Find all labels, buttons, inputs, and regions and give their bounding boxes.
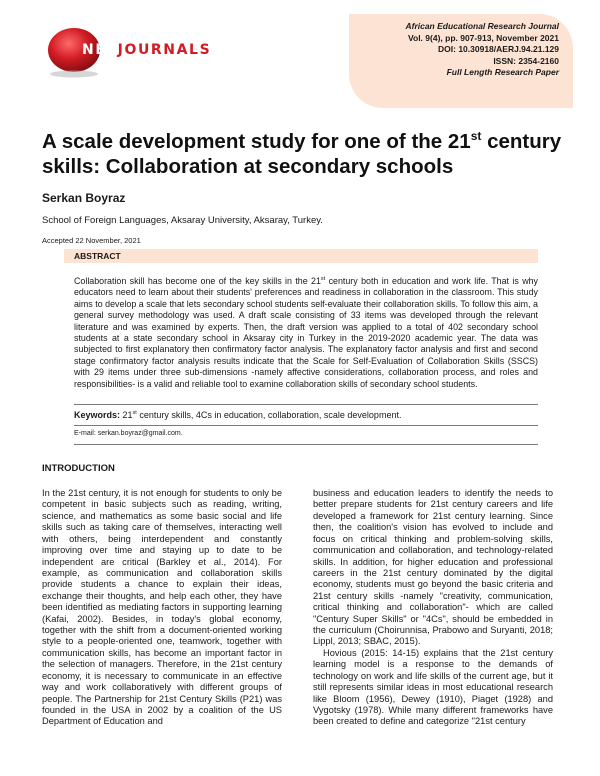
intro-column-left <box>42 488 282 728</box>
abstract-part2: century both in education and work life. That is why educators need to learn about their students' preferences and readiness in collaboration in the classroom. This study aims to develop a scale that lets secondary school students self-evaluate their collaboration skills. To follow this aim, a general survey methodology was used. A draft scale consisting of 33 items was developed through the relevant literature and was examined by experts. Then, the draft version was applied to a total of 402 secondary school students at a state secondary school in Aksaray city in Turkey in the 2019-2020 academic year. The data was subjected to first explanatory then confirmatory factor analysis. The explanatory factor analysis and first and second stage confirmatory factor analysis results indicate that the Scale for Self-Evaluation of Collaboration Skills (SSCS) with 29 items under three sub-dimensions -namely affective considerations, collaboration process, and roles and responsibilities- is a valid and reliable tool to examine collaboration skills of secondary school students. <box>74 276 538 389</box>
abstract-text <box>74 276 538 390</box>
author-name: Serkan Boyraz <box>42 191 126 205</box>
abstract-divider-top <box>74 404 538 405</box>
intro-column-right <box>313 488 553 728</box>
abstract-part1: Collaboration skill has become one of the key skills in the 21 <box>74 276 321 286</box>
abstract-heading: ABSTRACT <box>64 249 538 263</box>
introduction-heading: INTRODUCTION <box>42 463 115 474</box>
title-part2: century skills: Collaboration at secondary schools <box>42 130 562 178</box>
intro-paragraph-2: business and education leaders to identify the needs to better prepare students for 21st century careers and life developed a framework for 21st century learning. Since then, the coalition's vision has evolved to include and focus on critical thinking and problem-solving skills, communication and collaboration, and technology-related skills. In addition, for higher education and professional careers in the 21st century dominated by the digital economy, students must go beyond the basic criteria and 21st century skills -namely "creativity, communication, critical thinking and collaboration"- which are called "Century Super Skills" or "4Cs", should be embedded in the curriculum (Choirunnisa, Prabowo and Suryanti, 2018; Lippl, 2013; SBAC, 2015). <box>313 488 553 647</box>
journal-info-box <box>349 14 573 108</box>
journal-issn: ISSN: 2354-2160 <box>493 55 559 66</box>
title-part1: A scale development study for one of the 21 <box>42 130 471 153</box>
keywords-divider <box>74 425 538 426</box>
netjournals-logo <box>44 28 234 80</box>
paper-title <box>42 129 572 179</box>
accepted-date: Accepted 22 November, 2021 <box>42 236 141 245</box>
logo-wordmark <box>82 42 211 58</box>
keywords-part2: century skills, 4Cs in education, collaboration, scale development. <box>136 410 402 420</box>
logo-journals: JOURNALS <box>117 42 212 58</box>
author-email: E-mail: serkan.boyraz@gmail.com. <box>74 430 183 437</box>
email-divider <box>74 444 538 445</box>
journal-volume: Vol. 9(4), pp. 907-913, November 2021 <box>407 32 559 43</box>
intro-paragraph-3: Hovious (2015: 14-15) explains that the 21st century learning model is a response to the demands of technology on work and life skills of the current age, but it still represents similar ideas in most educational research like Bloom (1956), Dewey (1910), Piaget (1928) and Vygotsky (1978). While many different frameworks have been created to define and categorize "21st century <box>313 647 553 727</box>
journal-name: African Educational Research Journal <box>405 21 559 31</box>
keywords <box>74 410 401 420</box>
keywords-part1: 21 <box>120 410 133 420</box>
title-sup: st <box>470 129 482 144</box>
keywords-label: Keywords: <box>74 410 121 420</box>
intro-paragraph-1: In the 21st century, it is not enough for students to only be competent in basic subjects such as reading, writing, science, and mathematics as some basic social and life skills such as taking care of themselves, interacting well with others, being interdependent and constantly improving over time and staying up to date to be independent are critical (Barkley et al., 2014). For example, as communication and collaboration skills provide students a chance to explain their ideas, exchange their thoughts, and help each other, they have been identified as mediating factors in supporting learning (Kafai, 2002). Besides, in today's global economy, together with the shift from a document-oriented working style to a people-oriented one, teamwork, together with communication skills, has become an important factor in the selection of managers. Therefore, in the 21st century economy, it is necessary to communicate in an effective way and work collaboratively with different groups of people. The Partnership for 21st Century Skills (P21) was founded in the USA in 2002 by a coalition of the US Department of Education and <box>42 488 282 727</box>
paper-type: Full Length Research Paper <box>446 67 559 78</box>
logo-net: NET <box>82 42 118 58</box>
journal-doi: DOI: 10.30918/AERJ.94.21.129 <box>438 44 559 55</box>
keywords-sup: st <box>132 410 137 416</box>
author-affiliation: School of Foreign Languages, Aksaray University, Aksaray, Turkey. <box>42 215 323 226</box>
abstract-sup: st <box>320 276 326 283</box>
